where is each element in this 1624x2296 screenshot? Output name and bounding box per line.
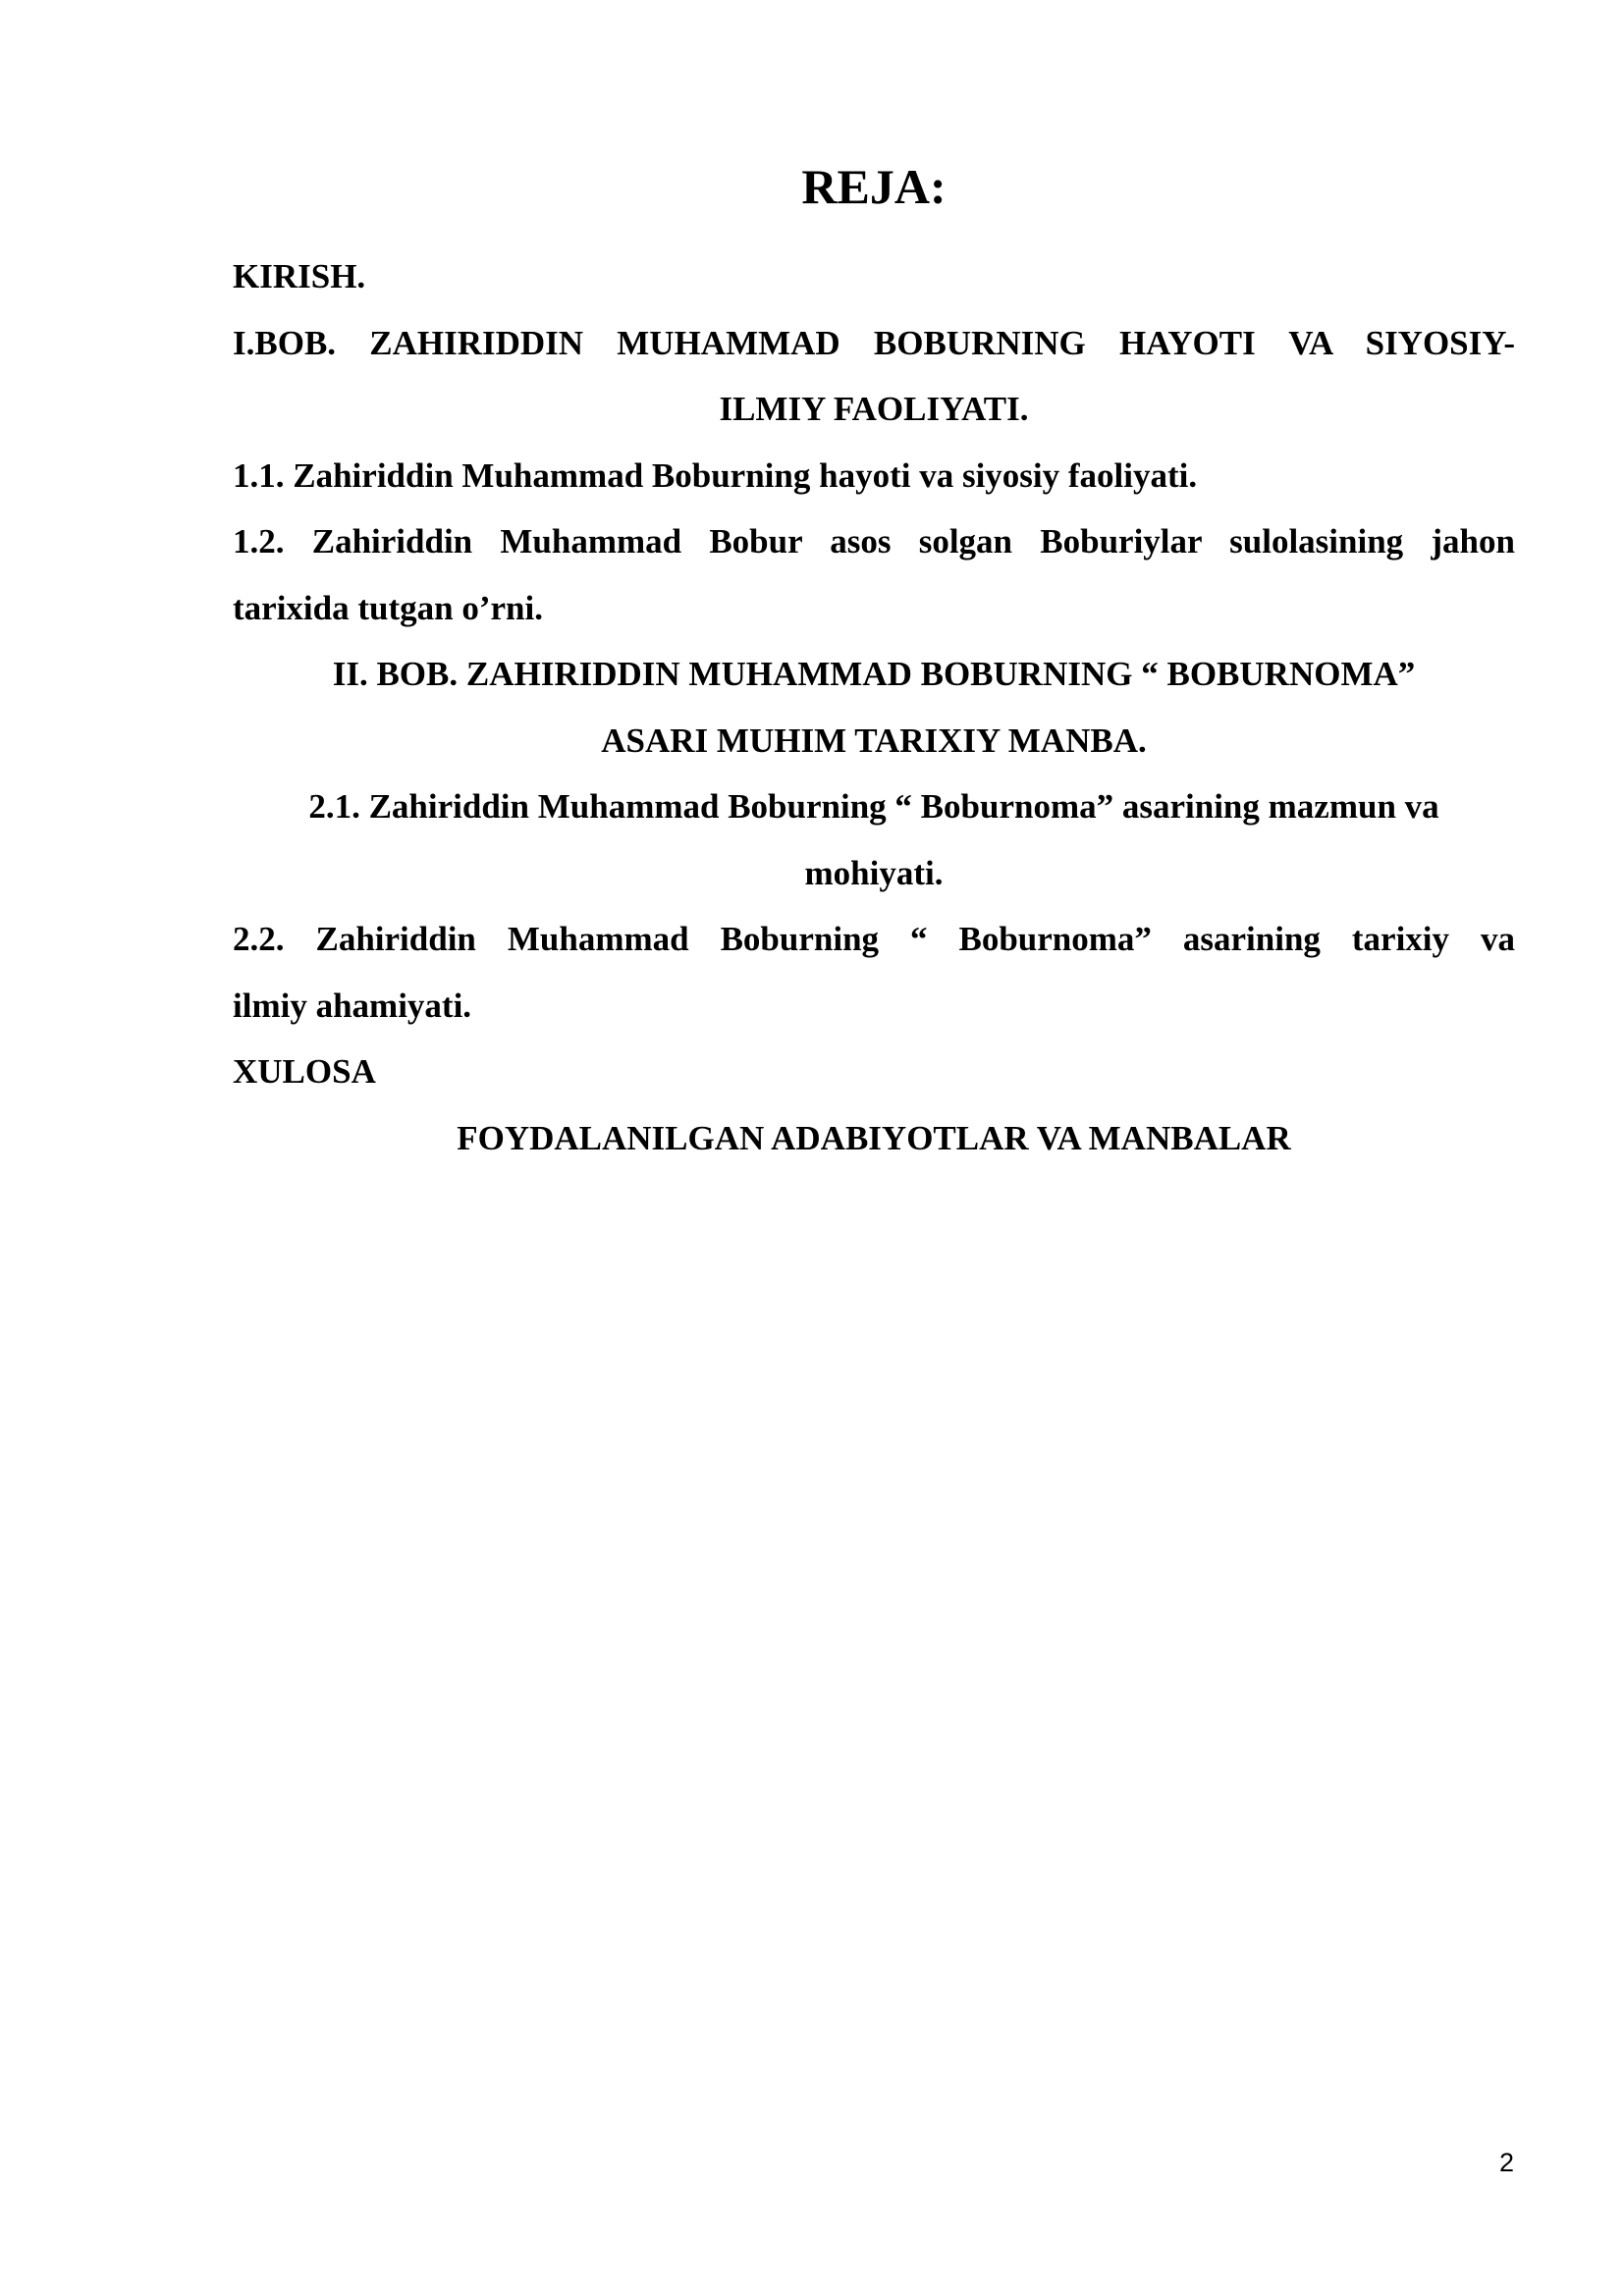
- plan-chapter-two-line-1: II. BOB. ZAHIRIDDIN MUHAMMAD BOBURNING “ BOBURNOMA”: [332, 655, 1416, 693]
- plan-item-conclusion: XULOSA: [233, 1052, 376, 1091]
- page-title: REJA:: [801, 159, 947, 214]
- plan-item-introduction: KIRISH.: [233, 257, 366, 295]
- plan-section-1-2-line-1: 1.2. Zahiriddin Muhammad Bobur asos solgan Boburiylar sulolasining jahon: [233, 522, 1515, 561]
- page-number: 2: [1498, 2148, 1514, 2177]
- plan-item-references: FOYDALANILGAN ADABIYOTLAR VA MANBALAR: [457, 1118, 1291, 1157]
- plan-chapter-one-line-1: I.BOB. ZAHIRIDDIN MUHAMMAD BOBURNING HAYOTI VA SIYOSIY-: [233, 323, 1515, 362]
- plan-section-2-1-line-2: mohiyati.: [804, 853, 944, 892]
- plan-section-1-1: 1.1. Zahiriddin Muhammad Boburning hayoti va siyosiy faoliyati.: [233, 455, 1198, 495]
- plan-section-2-2-line-2: ilmiy ahamiyati.: [233, 986, 472, 1025]
- plan-chapter-one-line-2: ILMIY FAOLIYATI.: [719, 390, 1029, 428]
- plan-section-1-2-line-2: tarixida tutgan o’rni.: [233, 588, 543, 627]
- plan-chapter-two-line-2: ASARI MUHIM TARIXIY MANBA.: [601, 721, 1147, 760]
- plan-list: [233, 243, 1515, 1171]
- plan-section-2-2-line-1: 2.2. Zahiriddin Muhammad Boburning “ Boburnoma” asarining tarixiy va: [233, 920, 1515, 958]
- plan-section-2-1-line-1: 2.1. Zahiriddin Muhammad Boburning “ Boburnoma” asarining mazmun va: [308, 787, 1439, 826]
